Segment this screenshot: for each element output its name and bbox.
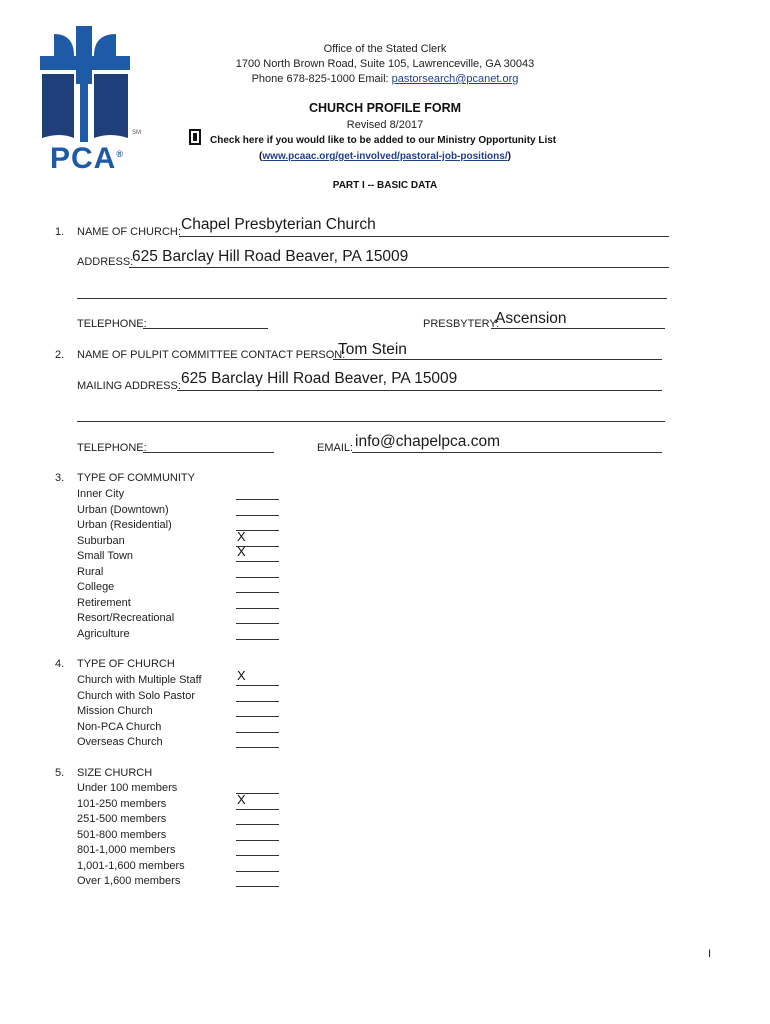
- church-type-title: TYPE OF CHURCH: [77, 658, 175, 670]
- section-number-4: 4.: [55, 658, 65, 670]
- size-option-label: Over 1,600 members: [77, 875, 181, 887]
- community-option-label: Suburban: [77, 534, 125, 547]
- size-option-blank[interactable]: [236, 871, 279, 872]
- size-option-blank[interactable]: [236, 824, 279, 825]
- community-option-label: Small Town: [77, 550, 134, 562]
- community-option-mark: X: [237, 544, 246, 559]
- church-type-option-label: Overseas Church: [77, 736, 163, 748]
- office-address: 1700 North Brown Road, Suite 105, Lawrenceville, GA 30043: [235, 58, 535, 70]
- section-number-2: 2.: [55, 349, 65, 361]
- presbytery-line: [491, 328, 665, 329]
- telephone-label: TELEPHONE:: [77, 318, 147, 330]
- telephone2-field[interactable]: [143, 452, 274, 453]
- church-name-label: NAME OF CHURCH:: [77, 226, 181, 238]
- link-paren-open: (: [259, 151, 263, 162]
- ministry-list-label: Check here if you would like to be added to our Ministry Opportunity List: [210, 135, 557, 146]
- opportunity-link-line: [0, 151, 770, 162]
- community-option-label: Rural: [77, 565, 104, 578]
- size-option-label: 251-500 members: [77, 813, 167, 825]
- community-option-label: Inner City: [77, 488, 125, 500]
- church-type-option-label: Church with Multiple Staff: [77, 674, 202, 686]
- church-type-option-mark: X: [237, 668, 246, 683]
- svg-text:SM: SM: [132, 130, 141, 136]
- size-option-label: 101-250 members: [77, 797, 167, 810]
- address-line-2[interactable]: [77, 298, 667, 299]
- church-type-option-label: Non-PCA Church: [77, 720, 162, 733]
- office-email-link[interactable]: pastorsearch@pcanet.org: [391, 73, 519, 85]
- church-type-option-blank[interactable]: [236, 747, 279, 748]
- section-number-5: 5.: [55, 767, 65, 779]
- form-title: CHURCH PROFILE FORM: [308, 101, 462, 115]
- church-type-option-label: Mission Church: [77, 705, 153, 717]
- mailing-address-line-2[interactable]: [77, 421, 665, 422]
- presbytery-label: PRESBYTERY:: [423, 318, 500, 330]
- community-option-label: Resort/Recreational: [77, 612, 175, 624]
- community-option-label: Urban (Residential): [77, 519, 172, 531]
- section-number-1: 1.: [55, 226, 65, 238]
- logo-registered: ®: [116, 149, 124, 159]
- telephone-field[interactable]: [143, 328, 268, 329]
- size-title: SIZE CHURCH: [77, 767, 153, 779]
- contact-person-line: [333, 359, 662, 360]
- size-option-mark: X: [237, 791, 246, 807]
- address-line: [129, 267, 669, 268]
- telephone2-label: TELEPHONE:: [77, 442, 147, 454]
- page-number: I: [708, 948, 712, 960]
- community-option-blank[interactable]: [236, 639, 279, 640]
- size-option-blank[interactable]: [236, 809, 279, 810]
- office-name: Office of the Stated Clerk: [323, 43, 447, 55]
- church-type-option-blank[interactable]: [236, 685, 279, 686]
- mailing-address-field[interactable]: 625 Barclay Hill Road Beaver, PA 15009: [181, 370, 458, 387]
- mailing-address-line: [177, 390, 662, 391]
- size-option-label: 501-800 members: [77, 828, 167, 841]
- church-type-option-blank[interactable]: [236, 732, 279, 733]
- mailing-address-label: MAILING ADDRESS:: [77, 380, 181, 392]
- church-name-line: [179, 236, 669, 237]
- size-option-label: 1,001-1,600 members: [77, 859, 185, 872]
- section-number-3: 3.: [55, 472, 65, 484]
- email-line: [352, 452, 662, 453]
- size-option-blank[interactable]: [236, 855, 279, 856]
- ministry-list-checkbox[interactable]: [189, 129, 201, 145]
- email-field[interactable]: info@chapelpca.com: [355, 433, 500, 450]
- church-type-option-blank[interactable]: [236, 716, 279, 717]
- community-option-blank[interactable]: [236, 592, 279, 593]
- community-option-blank[interactable]: [236, 577, 279, 578]
- contact-person-label: NAME OF PULPIT COMMITTEE CONTACT PERSON:: [77, 349, 346, 361]
- church-type-option-blank[interactable]: [236, 701, 279, 702]
- community-title: TYPE OF COMMUNITY: [77, 472, 195, 484]
- email-label: EMAIL:: [317, 442, 354, 454]
- community-option-blank[interactable]: [236, 623, 279, 624]
- office-contact: [0, 73, 770, 85]
- community-option-label: Agriculture: [77, 627, 130, 640]
- address-label: ADDRESS:: [77, 256, 134, 268]
- address-field[interactable]: 625 Barclay Hill Road Beaver, PA 15009: [132, 248, 409, 265]
- community-option-label: College: [77, 581, 115, 593]
- presbytery-field[interactable]: Ascension: [495, 310, 567, 327]
- church-name-field[interactable]: Chapel Presbyterian Church: [181, 216, 376, 233]
- logo-wordmark: PCA: [50, 142, 117, 175]
- form-revised: Revised 8/2017: [346, 119, 424, 131]
- size-option-label: Under 100 members: [77, 782, 178, 794]
- community-option-blank[interactable]: [236, 515, 279, 516]
- community-option-label: Retirement: [77, 596, 131, 609]
- size-option-blank[interactable]: [236, 840, 279, 841]
- community-option-blank[interactable]: [236, 608, 279, 609]
- size-option-label: 801-1,000 members: [77, 844, 176, 856]
- community-option-mark: X: [237, 528, 246, 544]
- church-type-option-label: Church with Solo Pastor: [77, 689, 195, 702]
- office-phone: Phone 678-825-1000 Email:: [251, 73, 392, 85]
- checkbox-fill: [193, 133, 197, 141]
- community-option-blank[interactable]: [236, 561, 279, 562]
- community-option-blank[interactable]: [236, 499, 279, 500]
- link-paren-close: ): [507, 151, 511, 162]
- community-option-label: Urban (Downtown): [77, 503, 169, 516]
- contact-person-field[interactable]: Tom Stein: [338, 341, 407, 358]
- part-heading: PART I -- BASIC DATA: [332, 180, 438, 191]
- size-option-blank[interactable]: [236, 886, 279, 887]
- opportunity-link[interactable]: www.pcaac.org/get-involved/pastoral-job-positions/: [262, 151, 508, 162]
